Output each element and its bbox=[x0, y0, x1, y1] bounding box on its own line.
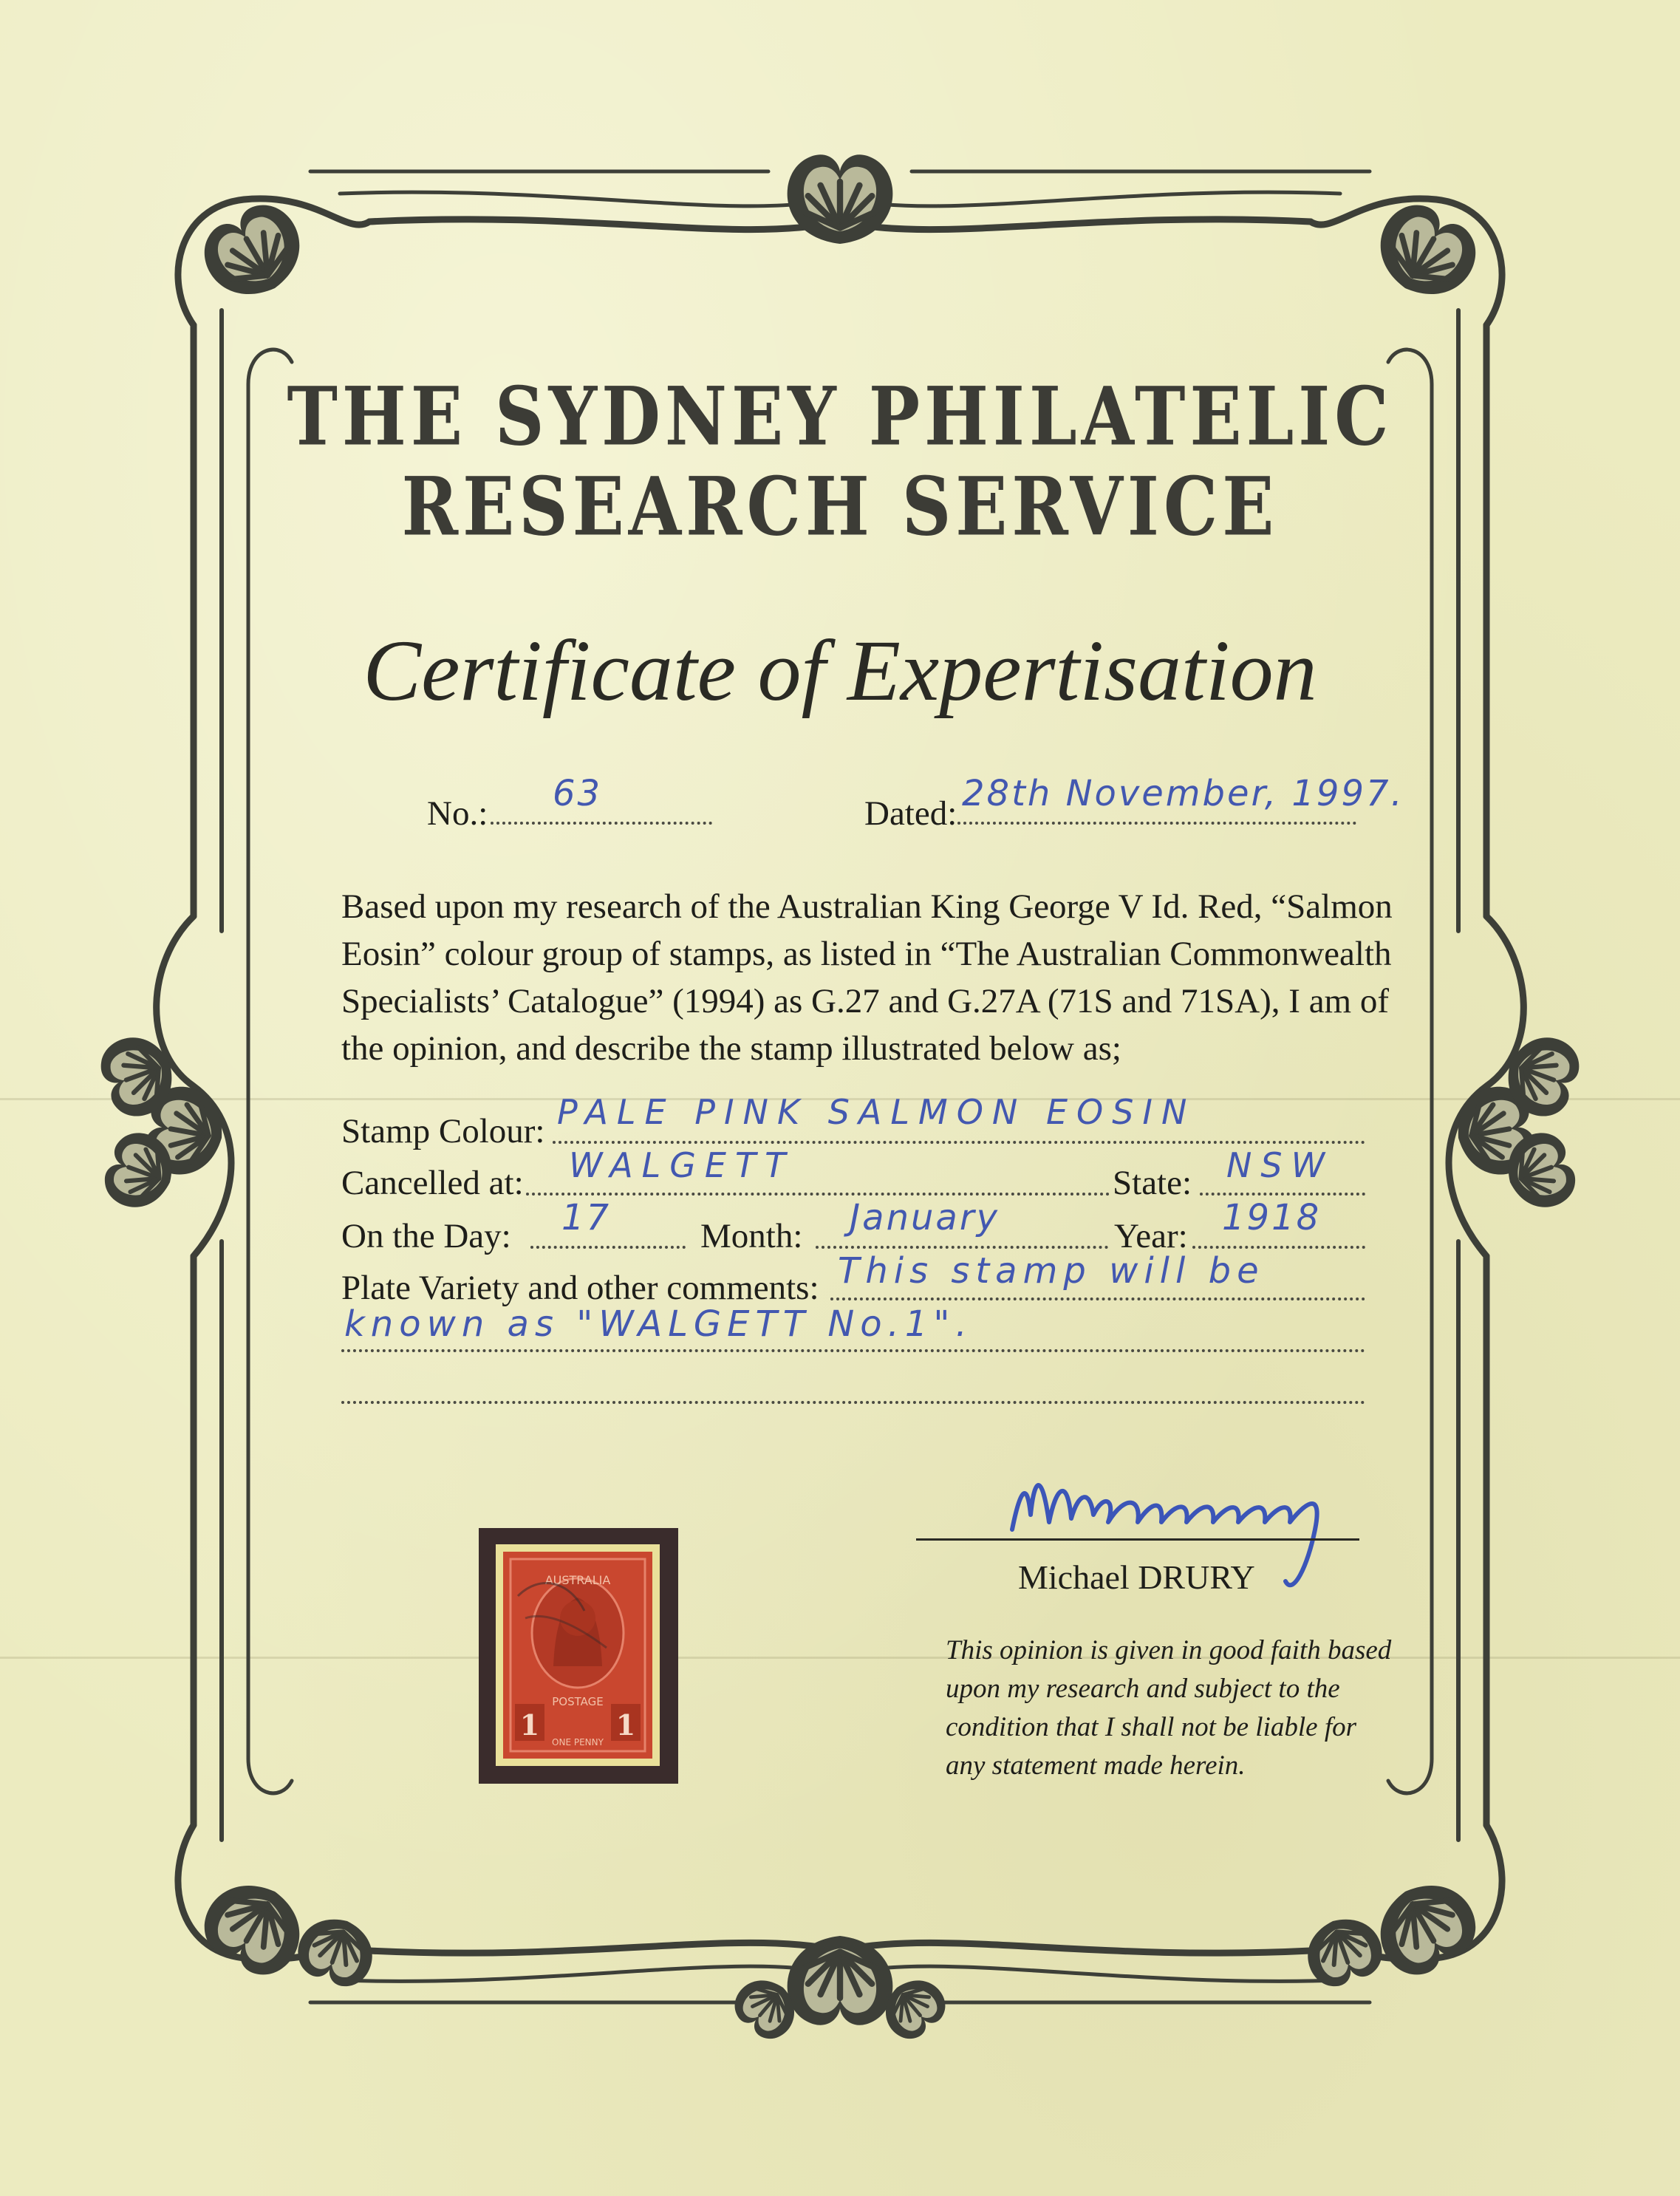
disclaimer bbox=[946, 1631, 1391, 1785]
state-label: State: bbox=[1113, 1164, 1192, 1202]
paragraph-line: Based upon my research of the Australian King George V Id. Red, “Salmon bbox=[341, 887, 1393, 926]
year-label: Year: bbox=[1114, 1217, 1188, 1255]
organization-name-line1: THE SYDNEY PHILATELIC bbox=[287, 369, 1393, 464]
dotted-line bbox=[341, 1401, 1365, 1404]
comments-value-line1: This stamp will be bbox=[838, 1250, 1265, 1292]
dated-label: Dated: bbox=[864, 794, 957, 833]
stamp-country-text: AUSTRALIA bbox=[544, 1573, 611, 1587]
certificate-title: Certificate of Expertisation bbox=[363, 622, 1317, 719]
year-value: 1918 bbox=[1222, 1197, 1322, 1238]
disclaimer-line: any statement made herein. bbox=[946, 1750, 1246, 1781]
stamp-value-left: 1 bbox=[519, 1708, 540, 1742]
stamp-value-right: 1 bbox=[615, 1708, 636, 1742]
cancelled-at-label: Cancelled at: bbox=[341, 1164, 524, 1202]
paragraph-line: Eosin” colour group of stamps, as listed in “The Australian Commonwealth bbox=[341, 935, 1392, 973]
month-value: January bbox=[850, 1197, 1000, 1238]
comments-value-line2: known as "WALGETT No.1". bbox=[344, 1303, 973, 1345]
stamp-image bbox=[496, 1544, 660, 1766]
disclaimer-line: condition that I shall not be liable for bbox=[946, 1712, 1356, 1742]
paragraph-line: Specialists’ Catalogue” (1994) as G.27 and G.27A (71S and 71SA), I am of bbox=[341, 982, 1390, 1020]
month-label: Month: bbox=[700, 1217, 803, 1255]
certificate-number-label: No.: bbox=[427, 794, 488, 833]
stamp-colour-value: PALE PINK SALMON EOSIN bbox=[557, 1092, 1196, 1132]
stamp-postage-text: POSTAGE bbox=[552, 1695, 604, 1708]
frame-leaf-ornament-icon bbox=[1363, 1867, 1488, 1986]
dotted-line bbox=[1192, 1246, 1365, 1249]
paragraph-line: the opinion, and describe the stamp illustrated below as; bbox=[341, 1029, 1121, 1068]
state-value: NSW bbox=[1226, 1145, 1334, 1185]
opinion-paragraph bbox=[341, 883, 1393, 1072]
disclaimer-line: upon my research and subject to the bbox=[946, 1674, 1340, 1704]
comments-label: Plate Variety and other comments: bbox=[341, 1269, 819, 1307]
dotted-line bbox=[530, 1246, 686, 1249]
signature-line bbox=[916, 1538, 1359, 1541]
dotted-line bbox=[1200, 1193, 1365, 1196]
day-value: 17 bbox=[561, 1197, 612, 1238]
disclaimer-line: This opinion is given in good faith based bbox=[946, 1635, 1392, 1665]
frame-leaf-ornament-icon bbox=[192, 1867, 317, 1986]
frame-leaf-ornament-icon bbox=[788, 1936, 893, 2025]
stamp-denomination-text: ONE PENNY bbox=[552, 1737, 604, 1747]
dotted-line bbox=[553, 1141, 1365, 1144]
dotted-line bbox=[957, 822, 1356, 825]
dated-value: 28th November, 1997. bbox=[962, 773, 1404, 814]
day-label: On the Day: bbox=[341, 1217, 511, 1255]
signer-name: Michael DRURY bbox=[1018, 1558, 1255, 1596]
dotted-line bbox=[816, 1246, 1108, 1249]
cancelled-at-value: WALGETT bbox=[569, 1145, 795, 1185]
dotted-line bbox=[491, 822, 712, 825]
dotted-line bbox=[526, 1193, 1110, 1196]
organization-name-line2: RESEARCH SERVICE bbox=[401, 460, 1279, 554]
dotted-line bbox=[830, 1298, 1365, 1300]
dotted-line bbox=[341, 1349, 1365, 1352]
certificate-number-value: 63 bbox=[553, 773, 603, 814]
stamp-colour-label: Stamp Colour: bbox=[341, 1112, 545, 1150]
